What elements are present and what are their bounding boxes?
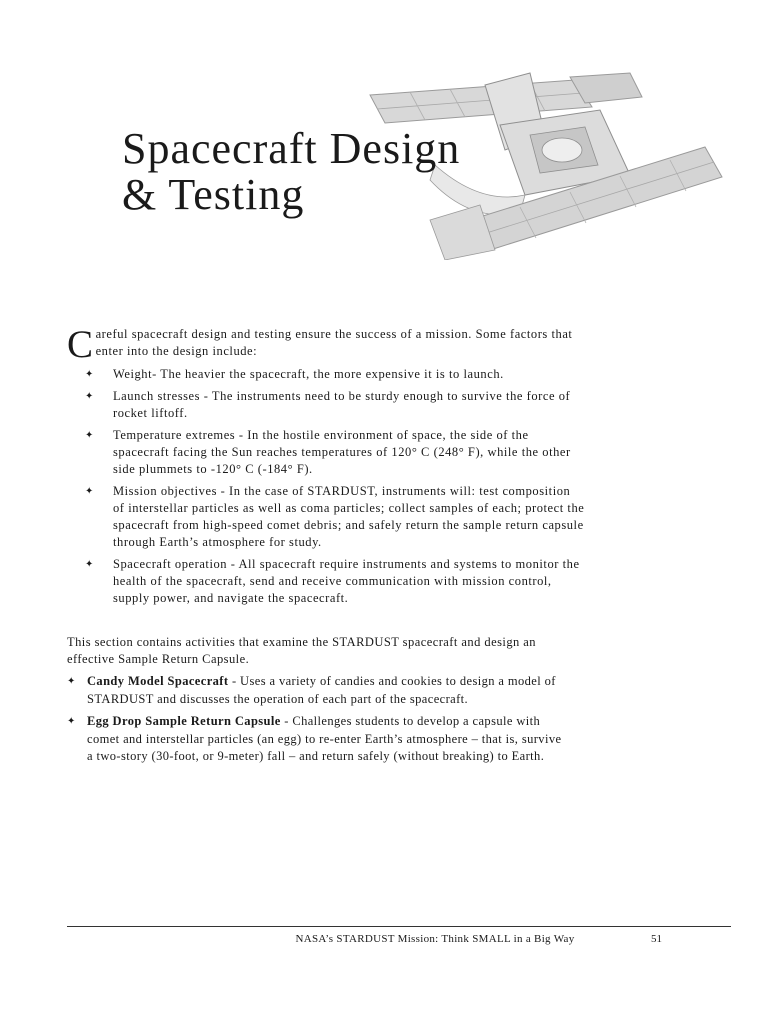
bullet-icon: ✦ bbox=[67, 676, 76, 687]
drop-cap: C bbox=[67, 323, 94, 366]
activity-name: Candy Model Spacecraft bbox=[87, 674, 229, 688]
bullet-icon: ✦ bbox=[85, 559, 94, 570]
list-item: ✦ Launch stresses - The instruments need to be sturdy enough to survive the force of rocket liftoff. bbox=[85, 389, 571, 420]
title-line-1: Spacecraft Design bbox=[122, 124, 461, 173]
title-line-2: & Testing bbox=[122, 170, 305, 219]
page-number: 51 bbox=[651, 933, 662, 945]
bullet-icon: ✦ bbox=[85, 486, 94, 497]
intro-paragraph bbox=[67, 323, 587, 366]
activity-name: Egg Drop Sample Return Capsule bbox=[87, 714, 281, 728]
list-item: ✦ Spacecraft operation - All spacecraft require instruments and systems to monitor the health of the spacecraft, send and receive communication with mission control, supply power, and navigate the spacecraft. bbox=[85, 557, 580, 605]
list-item: ✦ Temperature extremes - In the hostile environment of space, the side of the spacecraft facing the Sun reaches temperatures of 120° C (248° F), while the other side plummets to -120° C (-184° F). bbox=[85, 428, 571, 476]
activity-item bbox=[67, 673, 567, 708]
bullet-icon: ✦ bbox=[67, 716, 76, 727]
design-factors-list bbox=[85, 366, 585, 612]
list-item: ✦ Weight- The heavier the spacecraft, the more expensive it is to launch. bbox=[85, 367, 504, 381]
footer-text: NASA’s STARDUST Mission: Think SMALL in a Big Way bbox=[295, 933, 575, 945]
activities-list bbox=[67, 673, 567, 771]
footer-divider bbox=[67, 926, 731, 927]
activity-item bbox=[67, 713, 567, 766]
page-title bbox=[122, 126, 460, 218]
bullet-icon: ✦ bbox=[85, 391, 94, 402]
activity-description: - Uses a variety of candies and cookies to design a model of STARDUST and discusses the operation of each part of the spacecraft. bbox=[87, 674, 556, 706]
activity-description: - Challenges students to develop a capsule with comet and interstellar particles (an egg) to re-enter Earth’s atmosphere – that is, survive a two-story (30-foot, or 9-meter) fall – and return safely (without breaking) to Earth. bbox=[87, 714, 562, 763]
bullet-icon: ✦ bbox=[85, 430, 94, 441]
section-description: This section contains activities that examine the STARDUST spacecraft and design an effective Sample Return Capsule. bbox=[67, 635, 536, 666]
bullet-icon: ✦ bbox=[85, 369, 94, 380]
list-item: ✦ Mission objectives - In the case of STARDUST, instruments will: test composition of interstellar particles as well as coma particles; collect samples of each; protect the spacecraft from high-speed comet debris; and safely return the sample return capsule through Earth’s atmosphere for study. bbox=[85, 484, 585, 549]
intro-text: areful spacecraft design and testing ensure the success of a mission. Some factors that enter into the design include: bbox=[95, 327, 573, 358]
